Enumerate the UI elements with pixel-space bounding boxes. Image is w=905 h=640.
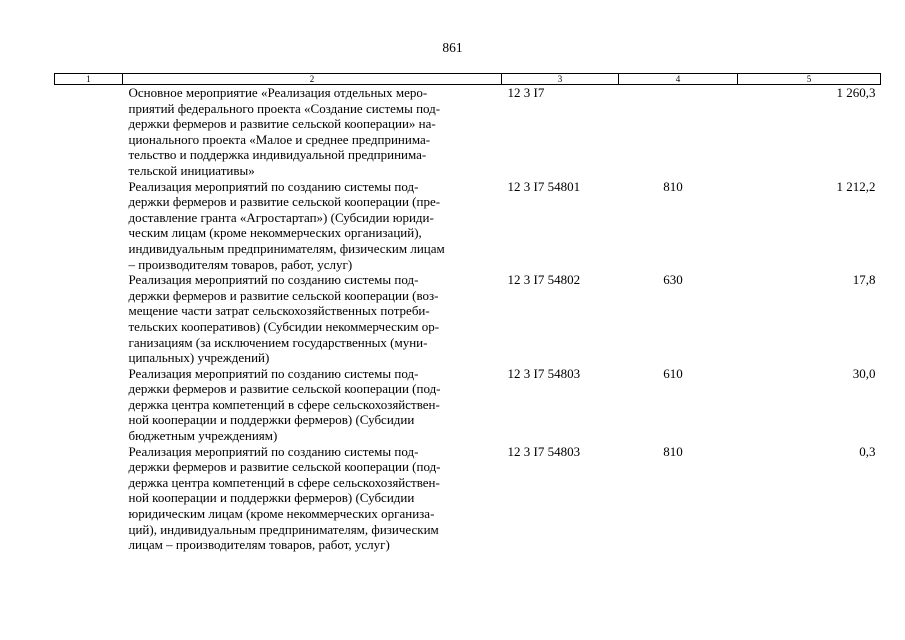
row-name-line: Реализация мероприятий по созданию системы под- xyxy=(128,178,419,194)
row-name-line: тельских кооперативов) (Субсидии некоммерческим ор- xyxy=(128,318,440,334)
row-name-line: держки фермеров и развитие сельской кооперации (пре- xyxy=(128,194,441,210)
table-row xyxy=(55,179,881,273)
row-name-line: юридическим лицам (кроме некоммерческих организа- xyxy=(128,506,435,522)
row-type-cell: 630 xyxy=(663,272,683,288)
row-type-cell: 810 xyxy=(663,178,683,194)
row-empty-cell xyxy=(55,179,123,273)
row-sum-cell: 0,3 xyxy=(859,443,876,459)
row-name-cell xyxy=(123,366,502,444)
row-code-cell: 12 3 I7 54801 xyxy=(507,178,581,194)
row-name-line: Реализация мероприятий по созданию системы под- xyxy=(128,443,419,459)
row-name-cell xyxy=(123,272,502,366)
row-name-line: ций), индивидуальным предпринимателям, физическим xyxy=(128,521,439,537)
row-code-cell: 12 3 I7 54803 xyxy=(507,365,581,381)
row-name-cell xyxy=(123,179,502,273)
row-sum-cell: 30,0 xyxy=(852,365,876,381)
row-name-line: ческим лицам (кроме некоммерческих организаций), xyxy=(128,225,422,241)
row-name-line: ципальных) учреждений) xyxy=(128,350,270,366)
row-name-line: ной кооперации и поддержки фермеров) (Субсидии xyxy=(128,490,415,506)
row-code-cell: 12 3 I7 54803 xyxy=(507,443,581,459)
row-name-line: Реализация мероприятий по созданию системы под- xyxy=(128,365,419,381)
row-empty-cell xyxy=(55,366,123,444)
row-name-line: бюджетным учреждениям) xyxy=(128,428,278,444)
row-name-line: ганизациям (за исключением государственных (муни- xyxy=(128,334,428,350)
budget-table xyxy=(54,73,881,553)
row-name-line: лицам – производителям товаров, работ, услуг) xyxy=(128,537,390,553)
column-header-4: 4 xyxy=(619,74,738,85)
row-name-cell xyxy=(123,444,502,553)
page-number: 861 xyxy=(442,40,463,55)
row-name-line: держки фермеров и развитие сельской кооперации (под- xyxy=(128,381,441,397)
row-type-cell: 610 xyxy=(663,365,683,381)
row-name-line: держки фермеров и развитие сельской кооперации (под- xyxy=(128,459,441,475)
row-name-line: держка центра компетенций в сфере сельскохозяйствен- xyxy=(128,396,440,412)
row-empty-cell xyxy=(55,85,123,179)
row-name-line: держка центра компетенций в сфере сельскохозяйствен- xyxy=(128,474,440,490)
row-name-line: – производителям товаров, работ, услуг) xyxy=(128,256,353,272)
row-name-line: тельство и поддержка индивидуальной предпринима- xyxy=(128,147,427,163)
row-sum-cell: 17,8 xyxy=(852,272,876,288)
row-type-cell xyxy=(619,85,738,179)
row-type-cell: 810 xyxy=(663,443,683,459)
row-sum-cell: 1 260,3 xyxy=(836,85,876,100)
row-name-line: мещение части затрат сельскохозяйственных потреби- xyxy=(128,303,430,319)
row-code-cell: 12 3 I7 xyxy=(507,85,545,100)
row-name-line: ционального проекта «Малое и среднее предпринима- xyxy=(128,131,431,147)
row-sum-cell: 1 212,2 xyxy=(836,178,876,194)
row-name-line: держки фермеров и развитие сельской кооперации (воз- xyxy=(128,287,439,303)
column-header-5: 5 xyxy=(738,74,881,85)
row-name-line: тельской инициативы» xyxy=(128,162,255,178)
column-header-1: 1 xyxy=(55,74,123,85)
row-name-line: ной кооперации и поддержки фермеров) (Субсидии xyxy=(128,412,415,428)
row-empty-cell xyxy=(55,444,123,553)
table-row xyxy=(55,272,881,366)
table-row xyxy=(55,444,881,553)
table-row xyxy=(55,85,881,179)
row-code-cell: 12 3 I7 54802 xyxy=(507,272,581,288)
row-name-line: приятий федерального проекта «Создание системы под- xyxy=(128,100,441,116)
row-name-line: Реализация мероприятий по созданию системы под- xyxy=(128,272,419,288)
row-name-line: Основное мероприятие «Реализация отдельных меро- xyxy=(128,85,428,100)
row-name-line: держки фермеров и развитие сельской кооперации» на- xyxy=(128,116,436,132)
column-number-header xyxy=(55,74,881,85)
row-empty-cell xyxy=(55,272,123,366)
row-name-line: доставление гранта «Агростартап») (Субсидии юриди- xyxy=(128,209,434,225)
column-header-2: 2 xyxy=(123,74,502,85)
table-body xyxy=(55,85,881,553)
row-name-cell xyxy=(123,85,502,179)
column-header-3: 3 xyxy=(502,74,619,85)
table-row xyxy=(55,366,881,444)
row-name-line: индивидуальным предпринимателям, физическим лицам xyxy=(128,240,445,256)
